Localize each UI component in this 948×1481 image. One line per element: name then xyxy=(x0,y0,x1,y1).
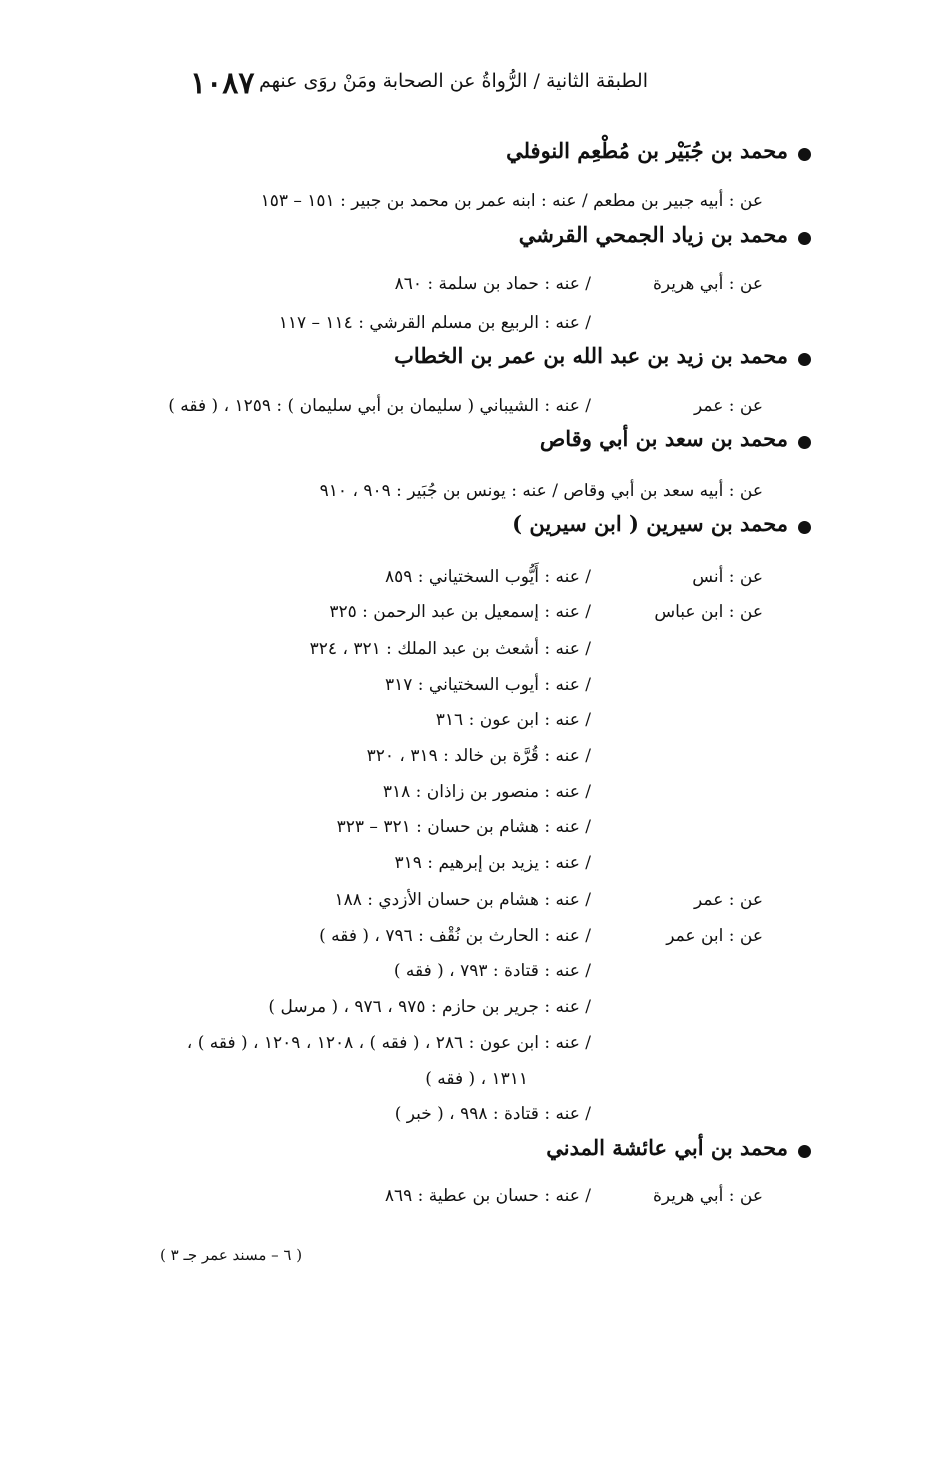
narrator-name: محمد بن أبي عائشة المدني xyxy=(546,1135,788,1160)
transmitter-line: / عنه : قُرَّة بن خالد : ٣١٩ ، ٣٢٠ xyxy=(366,746,591,766)
transmitter-line: / عنه : يزيد بن إبرهيم : ٣١٩ xyxy=(394,853,591,873)
transmitter-line: / عنه : حماد بن سلمة : ٨٦٠ xyxy=(394,274,591,294)
footer-signature: ( ٦ – مسند عمر جـ ٣ ) xyxy=(160,1246,303,1264)
transmitter-line: / عنه : أشعث بن عبد الملك : ٣٢١ ، ٣٢٤ xyxy=(309,639,591,659)
transmitter-line: / عنه : جرير بن حازم : ٩٧٥ ، ٩٧٦ ، ( مرسل ) xyxy=(268,997,591,1017)
source-label: عن : عمر xyxy=(694,396,763,416)
transmitter-line: / عنه : أَيُّوب السختياني : ٨٥٩ xyxy=(384,567,591,587)
narrator-name: محمد بن سعد بن أبي وقاص xyxy=(539,426,788,451)
narrator-name: محمد بن سيرين ( ابن سيرين ) xyxy=(512,511,788,536)
entry-bullet xyxy=(798,1145,811,1158)
transmitter-line: / عنه : الربيع بن مسلم القرشي : ١١٤ – ١١٧ xyxy=(278,313,591,333)
entry-bullet xyxy=(798,521,811,534)
transmitter-line: / عنه : إسمعيل بن عبد الرحمن : ٣٢٥ xyxy=(329,602,591,622)
source-label: عن : ابن عمر xyxy=(666,926,763,946)
transmitter-line: / عنه : هشام بن حسان : ٣٢١ – ٣٢٣ xyxy=(336,817,591,837)
narrator-name: محمد بن زيد بن عبد الله بن عمر بن الخطاب xyxy=(394,343,788,368)
transmitter-line: / عنه : قتادة : ٩٩٨ ، ( خبر ) xyxy=(394,1104,591,1124)
source-label: عن : أنس xyxy=(692,567,763,587)
running-title: الطبقة الثانية / الرُّواةُ عن الصحابة ومَنْ روَى عنهم xyxy=(258,70,648,92)
transmission-line: عن : أبيه سعد بن أبي وقاص / عنه : يونس بن جُبَير : ٩٠٩ ، ٩١٠ xyxy=(319,481,763,501)
transmitter-line: / عنه : أيوب السختياني : ٣١٧ xyxy=(384,675,591,695)
transmitter-line: / عنه : ابن عون : ٣١٦ xyxy=(435,710,591,730)
transmitter-line: / عنه : ابن عون : ٢٨٦ ، ( فقه ) ، ١٢٠٨ ، ١٢٠٩ ، ( فقه ) ، xyxy=(186,1033,591,1053)
entry-bullet xyxy=(798,232,811,245)
transmitter-line: / عنه : الشيباني ( سليمان بن أبي سليمان ) : ١٢٥٩ ، ( فقه ) xyxy=(168,396,591,416)
narrator-name: محمد بن زياد الجمحي القرشي xyxy=(518,222,788,247)
narrator-name: محمد بن جُبَيْر بن مُطْعِم النوفلي xyxy=(506,138,788,163)
transmitter-line: / عنه : منصور بن زاذان : ٣١٨ xyxy=(382,782,591,802)
entry-bullet xyxy=(798,436,811,449)
source-label: عن : عمر xyxy=(694,890,763,910)
transmitter-line: / عنه : حسان بن عطية : ٨٦٩ xyxy=(384,1186,591,1206)
entry-bullet xyxy=(798,353,811,366)
transmitter-line-continuation: ١٣١١ ، ( فقه ) xyxy=(425,1069,528,1089)
transmitter-line: / عنه : قتادة : ٧٩٣ ، ( فقه ) xyxy=(393,961,591,981)
transmitter-line: / عنه : الحارث بن نُقْف : ٧٩٦ ، ( فقه ) xyxy=(319,926,591,946)
transmission-line: عن : أبيه جبير بن مطعم / عنه : ابنه عمر بن محمد بن جبير : ١٥١ – ١٥٣ xyxy=(260,191,763,211)
entry-bullet xyxy=(798,148,811,161)
source-label: عن : ابن عباس xyxy=(654,602,763,622)
source-label: عن : أبي هريرة xyxy=(652,274,763,294)
source-label: عن : أبي هريرة xyxy=(652,1186,763,1206)
transmitter-line: / عنه : هشام بن حسان الأزدي : ١٨٨ xyxy=(334,890,591,910)
page-number: ١٠٨٧ xyxy=(190,66,255,101)
